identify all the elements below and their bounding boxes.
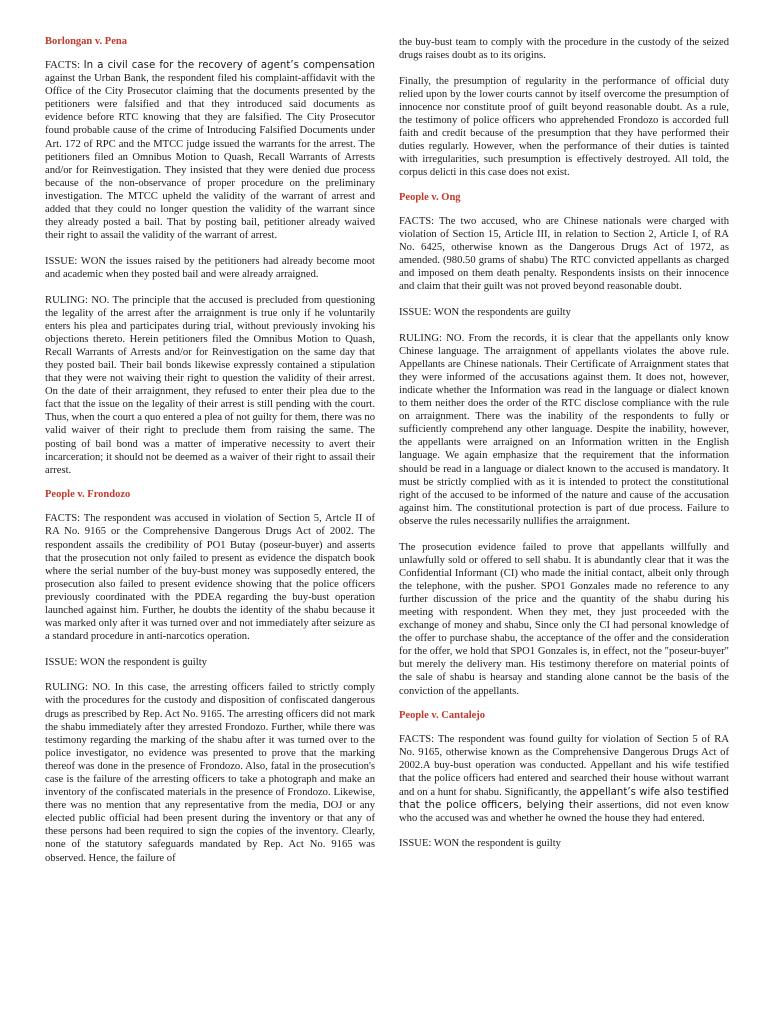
facts-text-c: assertions, did not even know who the accused was and whether he owned the house they had entered. (399, 799, 729, 824)
ruling-continuation-paragraph: the buy-bust team to comply with the procedure in the custody of the seized drugs raises doubt as to its origins. (399, 37, 729, 62)
ruling-final-paragraph: Finally, the presumption of regularity in the performance of official duty relied upon by the lower courts cannot by itself overcome the presumption of innocence nor constitute proof of guilt beyond reasonable doubt. As a rule, the testimony of police officers who apprehended Frondozo is accorded full faith and credit because of the presumption that they have performed their duties regularly. However, when the performance of their duties is tainted with irregularities, such presumption is effectively destroyed. All told, the corpus delicti in this case does not exist. (399, 75, 729, 179)
facts-text-a: FACTS: The respondent was found guilty for violation of Section 5 of RA No. 9165, otherwise known as the Comprehensive Dangerous Drugs Act of 2002.A buy-bust operation was conducted. Appellant and his wife testified that the police officers had entered and searched their house without warrant and on a hunt for shabu. Significantly, the (399, 734, 729, 798)
ruling-paragraph: RULING: NO. In this case, the arresting officers failed to strictly comply with the procedures for the custody and disposition of confiscated dangerous drugs as prescribed by Rep. Act No. 9165. The arresting officers did not mark the shabu immediately after they arrested Frondozo. Further, while there was testimony regarding the marking of the shabu after it was turned over to the police investigator, no evidence was presented to prove that the marking thereof was done in the presence of Frondozo. Also, fatal in the prosecution's case is the failure of the arresting officers to take a photograph and make an inventory of the confiscated materials in the presence of Frondozo. Likewise, there was no mention that any representative from the media, DOJ or any elected public official had been present during the inventory or that any of these persons had been required to sign the copies of the inventory. Clearly, none of the statutory safeguards mandated by Rep. Act No. 9165 was observed. Hence, the failure of (45, 682, 375, 864)
facts-body-text: against the Urban Bank, the respondent filed his complaint-affidavit with the Office of the City Prosecutor claiming that the documents presented by the petitioners were falsified and that they introduced said documents as evidence before RTC knowing that they are falsified. The City Prosecutor found probable cause of the crime of Introducing Falsified Documents under Art. 172 of RPC and the MTCC judge issued the warrants for the arrest. The petitioners filed an Omnibus Motion to Quash, Recall Warrants of Arrests and/or for Reinvestigation. They insisted that they were denied due process because of the non-observance of proper procedure on the preliminary investigation. The MTCC upheld the validity of the warrant of arrest and added that they could no longer question the validity of the warrant since they already posted a bail. That by posting bail, petitioner already waived their right to assail the validity of the warrant of arrest. (45, 73, 375, 242)
left-column (45, 36, 375, 1024)
ruling-paragraph: RULING: NO. From the records, it is clear that the appellants only know Chinese language. The arraignment of appellants violates the above rule. Appellants are Chinese nationals. Their Certificate of Arraignment states that they were informed of the accusations against them. It does not, however, indicate whether the Information was read in the language or dialect known to them neither does the order of the RTC disclose compliance with the rule on arraignment. There was the inability of the respondents to fully or sufficiently comprehend any other language. Despite the inability, however, the appellants were arraigned on an Information written in the English language. We again emphasize that the requirement that the information should be read in a language or dialect known to the accused is mandatory. It must be strictly complied with as it is intended to protect the constitutional right of the accused to be informed of the nature and cause of the accusation against him. The constitutional protection is part of due process. Failure to observe the rules necessarily nullifies the arraignment. (399, 332, 729, 527)
facts-paragraph (399, 733, 729, 825)
case-title-ong: People v. Ong (399, 191, 461, 203)
issue-paragraph: ISSUE: WON the issues raised by the petitioners had already become moot and academic when they posted bail and were already arraigned. (45, 255, 375, 280)
ruling-paragraph: RULING: NO. The principle that the accused is precluded from questioning the legality of the arrest after the arraignment is true only if he voluntarily enters his plea and participates during trial, without previously invoking his objections thereto. Herein petitioners filed the Omnibus Motion to Quash, Recall Warrants of Arrests and/or for Reinvestigation on the same day that they posted bail. Their bail bonds likewise expressly contained a stipulation that they were not waiving their right to question the validity of their arrest. On the date of their arraignment, they refused to enter their plea due to the fact that the issue on the legality of their arrest is still pending with the court. Thus, when the court a quo entered a plea of not guilty for them, there was no valid waiver of their right to preclude them from raising the same. The posting of bail bond was a matter of imperative necessity to avert their incarceration; it should not be deemed as a waiver of their right to assail their arrest. (45, 294, 375, 476)
facts-paragraph: FACTS: The respondent was accused in violation of Section 5, Artcle II of RA No. 9165 or the Comprehensive Dangerous Drugs Act of 2002. The respondent assails the credibility of PO1 Butay (poseur-buyer) and asserts that the prosecution not only failed to present as evidence the dispatch book where the serial number of the buy-bust money was supposedly entered, the prosecution also failed to present evidence showing that the police officers previously coordinated with the PDEA regarding the buy-bust operation launched against him. Further, he doubts the identity of the shabu because it was marked only after it was turned over and not immediately after seizure as a standard procedure in anti-narcotics operation. (45, 513, 375, 643)
facts-text-b: appellant’s wife also testified that the police officers, belying their (399, 786, 729, 811)
right-column (399, 36, 729, 1024)
issue-paragraph: ISSUE: WON the respondent is guilty (399, 838, 561, 850)
case-title-cantalejo: People v. Cantalejo (399, 710, 486, 722)
case-title-frondozo: People v. Frondozo (45, 489, 131, 501)
facts-prefix: FACTS: (45, 60, 84, 71)
issue-paragraph: ISSUE: WON the respondent is guilty (45, 656, 207, 668)
ruling-paragraph-2: The prosecution evidence failed to prove that appellants willfully and unlawfully sold or offered to sell shabu. It is abundantly clear that it was the Confidential Informant (CI) who made the initial contact, albeit only through the telephone, with the pusher. SPO1 Gonzales made no reference to any further discussion of the price and the quantity of the shabu during his meeting with respondent. When they met, they just proceeded with the exchange of money and shabu, Since only the CI had personal knowledge of the offer to purchase shabu, the acceptance of the offer and the consideration for the offer, we hold that SPO1 Gonzales is, in effect, not the "poseur-buyer" but merely the delivery man. His testimony therefore on material points of the sale of shabu is hearsay and standing alone cannot be the basis of the conviction of the appellants. (399, 541, 729, 697)
facts-paragraph (45, 59, 375, 242)
case-title-borlongan: Borlongan v. Pena (45, 36, 127, 47)
facts-paragraph: FACTS: The two accused, who are Chinese nationals were charged with violation of Section 15, Article III, in relation to Section 2, Article I, of RA No. 6425, otherwise known as the Dangerous Drugs Act of 1972, as amended. (980.50 grams of shabu) The RTC convicted appellants as charged and imposed on them death penalty. Respondents insists on their innocence and claim that their guilt was not proved beyond reasonable doubt. (399, 215, 729, 293)
issue-paragraph: ISSUE: WON the respondents are guilty (399, 307, 571, 318)
facts-lead-text: In a civil case for the recovery of agent’s compensation (83, 60, 375, 71)
